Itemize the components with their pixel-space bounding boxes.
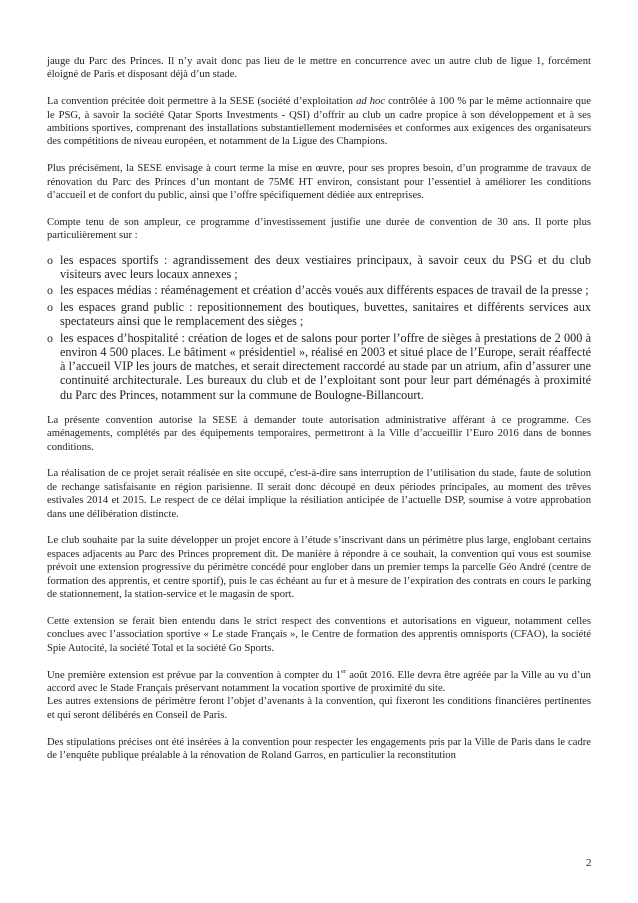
list-item: o les espaces d’hospitalité : création de loges et de salons pour porter l’offre de sièges à prestations de 2 000 à environ 4 500 places. Le bâtiment « présidentiel », réalisé en 2003 et situé place de l’Europe, serait réaffecté à l’accueil VIP les jours de matches, et serait directement raccordé au stade par un atrium, afin d’assurer une continuité architecturale. Les bureaux du club et de l’exploitant sont pour leur part déménagés à proximité du Parc des Princes, notamment sur la commune de Boulogne-Billancourt. bbox=[47, 330, 591, 402]
bullet-marker: o bbox=[47, 283, 53, 298]
document-page bbox=[47, 55, 591, 776]
paragraph: Des stipulations précises ont été insérées à la convention pour respecter les engagements pris par la Ville de Paris dans le cadre de l’enquête publique préalable à la rénovation de Roland Garros, en particulier la reconstitution bbox=[47, 736, 591, 761]
paragraph: Compte tenu de son ampleur, ce programme d’investissement justifie une durée de convention de 30 ans. Il porte plus particulièrement sur : bbox=[47, 216, 591, 242]
paragraph: Une première extension est prévue par la convention à compter du 1er août 2016. Elle devra être agréée par la Ville au vu d’un accord avec le Stade Français préservant notamment la vocation sportive de proximité du site. bbox=[47, 667, 591, 694]
paragraph: Les autres extensions de périmètre feront l’objet d’avenants à la convention, qui fixeront les conditions financières pertinentes et qui seront délibérés en Conseil de Paris. bbox=[47, 696, 591, 721]
bullet-marker: o bbox=[47, 252, 53, 267]
paragraph: jauge du Parc des Princes. Il n’y avait donc pas lieu de le mettre en concurrence avec un autre club de ligue 1, forcément éloigné de Paris et disposant déjà d’un stade. bbox=[47, 56, 591, 81]
list-item: o les espaces médias : réaménagement et création d’accès voués aux différents espaces de travail de la presse ; bbox=[47, 283, 589, 298]
paragraph: Cette extension se ferait bien entendu dans le strict respect des conventions et autorisations en vigueur, notamment celles conclues avec l’association sportive « Le stade Français », le Centre de formation des apprentis omnisports (CFAO), la société Spie Autocité, la société Total et la société Go Sports. bbox=[47, 615, 591, 654]
bullet-marker: o bbox=[47, 300, 53, 315]
list-item: o les espaces grand public : repositionnement des boutiques, buvettes, sanitaires et différents services aux spectateurs ainsi que le remplacement des sièges ; bbox=[47, 300, 591, 329]
list-item: o les espaces sportifs : agrandissement des deux vestiaires principaux, à savoir ceux du PSG et du club visiteurs avec leurs locaux annexes ; bbox=[47, 252, 591, 281]
bullet-list bbox=[47, 253, 591, 402]
paragraph: Plus précisément, la SESE envisage à court terme la mise en œuvre, pour ses propres besoin, d’un programme de travaux de rénovation du Parc des Princes d’un montant de 75M€ HT environ, consistant pour l’essentiel à améliorer les conditions d’accueil et de confort du public, ainsi que l’offre spécifiquement dédiée aux entreprises. bbox=[47, 163, 591, 202]
bullet-marker: o bbox=[47, 330, 53, 345]
paragraph: La réalisation de ce projet serait réalisée en site occupé, c'est-à-dire sans interruption de l’utilisation du stade, faute de solution de rechange satisfaisante en région parisienne. Il serait donc découpé en deux périodes principales, au moment des trêves estivales 2014 et 2015. Le respect de ce délai implique la résiliation anticipée de l’actuelle DSP, soumise à votre approbation dans une délibération distincte. bbox=[47, 468, 591, 520]
paragraph: Le club souhaite par la suite développer un projet encore à l’étude s’inscrivant dans un périmètre plus large, englobant certains espaces adjacents au Parc des Princes proprement dit. De manière à répondre à ce souhait, la convention qui vous est soumise prévoit une extension progressive du périmètre concédé pour englober dans un premier temps la parcelle Géo André (centre de formation des apprentis, et centre sportif), puis le cas échéant au fur et à mesure de l’expiration des contrats en cours le parking de stationnement, la station-service et le magasin de sport. bbox=[47, 535, 591, 601]
paragraph: La convention précitée doit permettre à la SESE (société d’exploitation ad hoc contrôlée à 100 % par le même actionnaire que le PSG, à savoir la société Qatar Sports Investments - QSI) d’offrir au club un cadre propice à son développement et à ses ambitions sportives, comprenant des installations substantiellement modernisées et conformes aux exigences des organisateurs des compétitions de niveau européen, et notamment de la Ligue des Champions. bbox=[47, 96, 591, 148]
page-number: 2 bbox=[586, 857, 592, 869]
paragraph: La présente convention autorise la SESE à demander toute autorisation administrative afférant à ce programme. Ces aménagements, complétés par des équipements temporaires, permettront à la Ville d’accueillir l’Euro 2016 dans de bonnes conditions. bbox=[47, 414, 591, 453]
